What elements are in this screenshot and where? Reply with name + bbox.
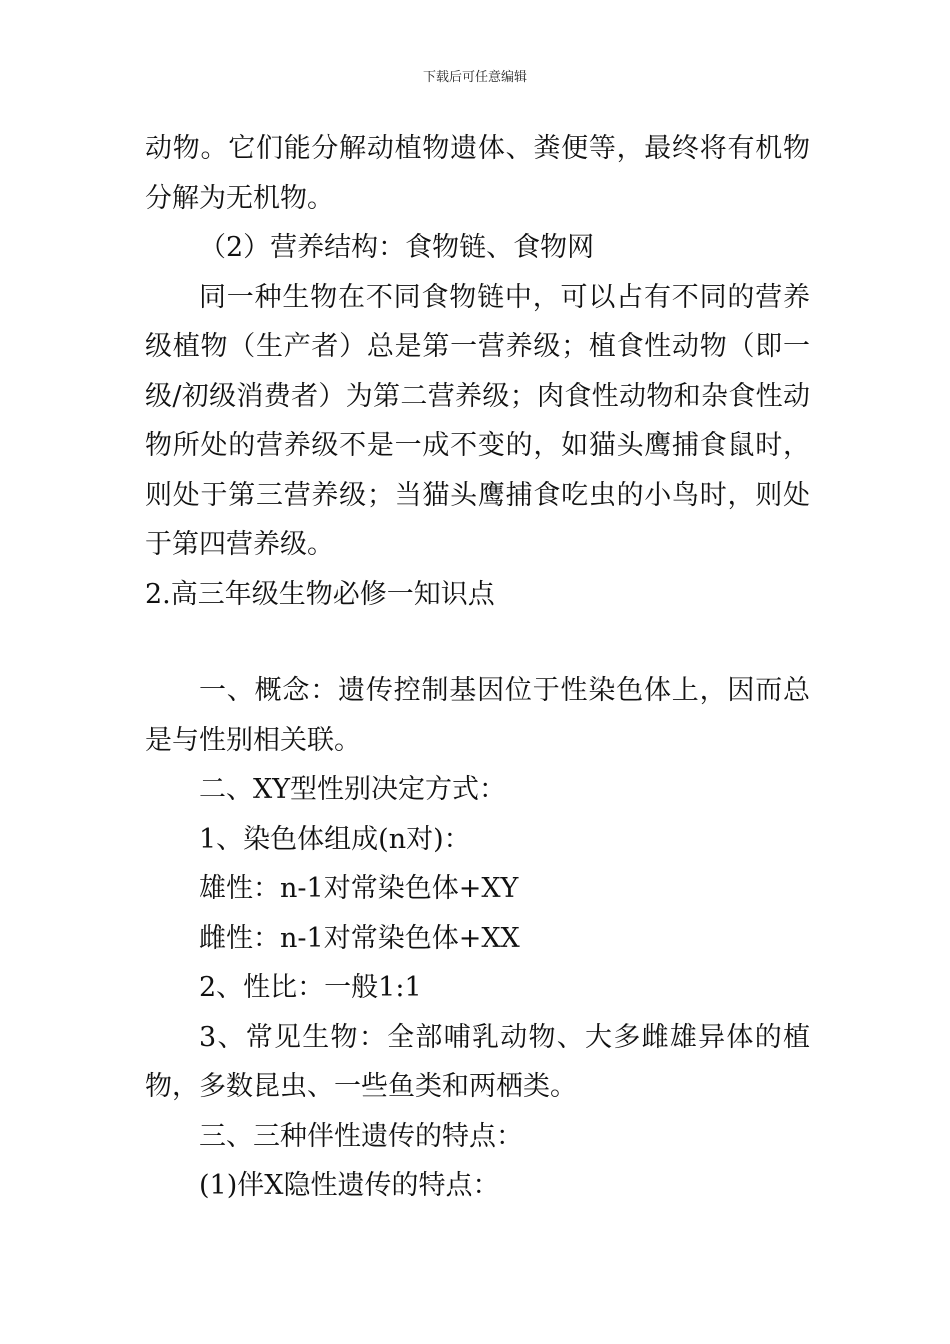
page-header-note: 下载后可任意编辑 (422, 70, 527, 85)
paragraph-trophic-levels: 同一种生物在不同食物链中，可以占有不同的营养级植物（生产者）总是第一营养级；植食性动物（即一级/初级消费者）为第二营养级；肉食性动物和杂食性动物所处的营养级不是一成不变的，如猫头鹰捕食鼠时，则处于第三营养级；当猫头鹰捕食吃虫的小鸟时，则处于第四营养级。 (145, 281, 810, 560)
paragraph-xy-heading: 二、XY型性别决定方式： (199, 774, 507, 805)
paragraph-decomposers: 动物。它们能分解动植物遗体、粪便等，最终将有机物分解为无机物。 (145, 133, 810, 214)
paragraph-nutrition-structure: （2）营养结构：食物链、食物网 (199, 232, 595, 263)
paragraph-common-organisms: 3、常见生物：全部哺乳动物、大多雌雄异体的植物，多数昆虫、一些鱼类和两栖类。 (145, 1021, 810, 1102)
paragraph-concept: 一、概念：遗传控制基因位于性染色体上，因而总是与性别相关联。 (145, 675, 810, 756)
paragraph-sex-ratio: 2、性比：一般1:1 (199, 972, 422, 1003)
section-heading: 2.高三年级生物必修一知识点 (145, 578, 495, 610)
paragraph-male: 雄性：n-1对常染色体+XY (199, 873, 519, 904)
paragraph-three-features-heading: 三、三种伴性遗传的特点： (199, 1120, 523, 1152)
document-body (145, 124, 810, 1211)
paragraph-x-recessive: (1)伴X隐性遗传的特点： (199, 1170, 500, 1201)
paragraph-chromosome-composition: 1、染色体组成(n对)： (199, 823, 471, 855)
paragraph-female: 雌性：n-1对常染色体+XX (199, 922, 520, 954)
blank-line (145, 619, 810, 666)
